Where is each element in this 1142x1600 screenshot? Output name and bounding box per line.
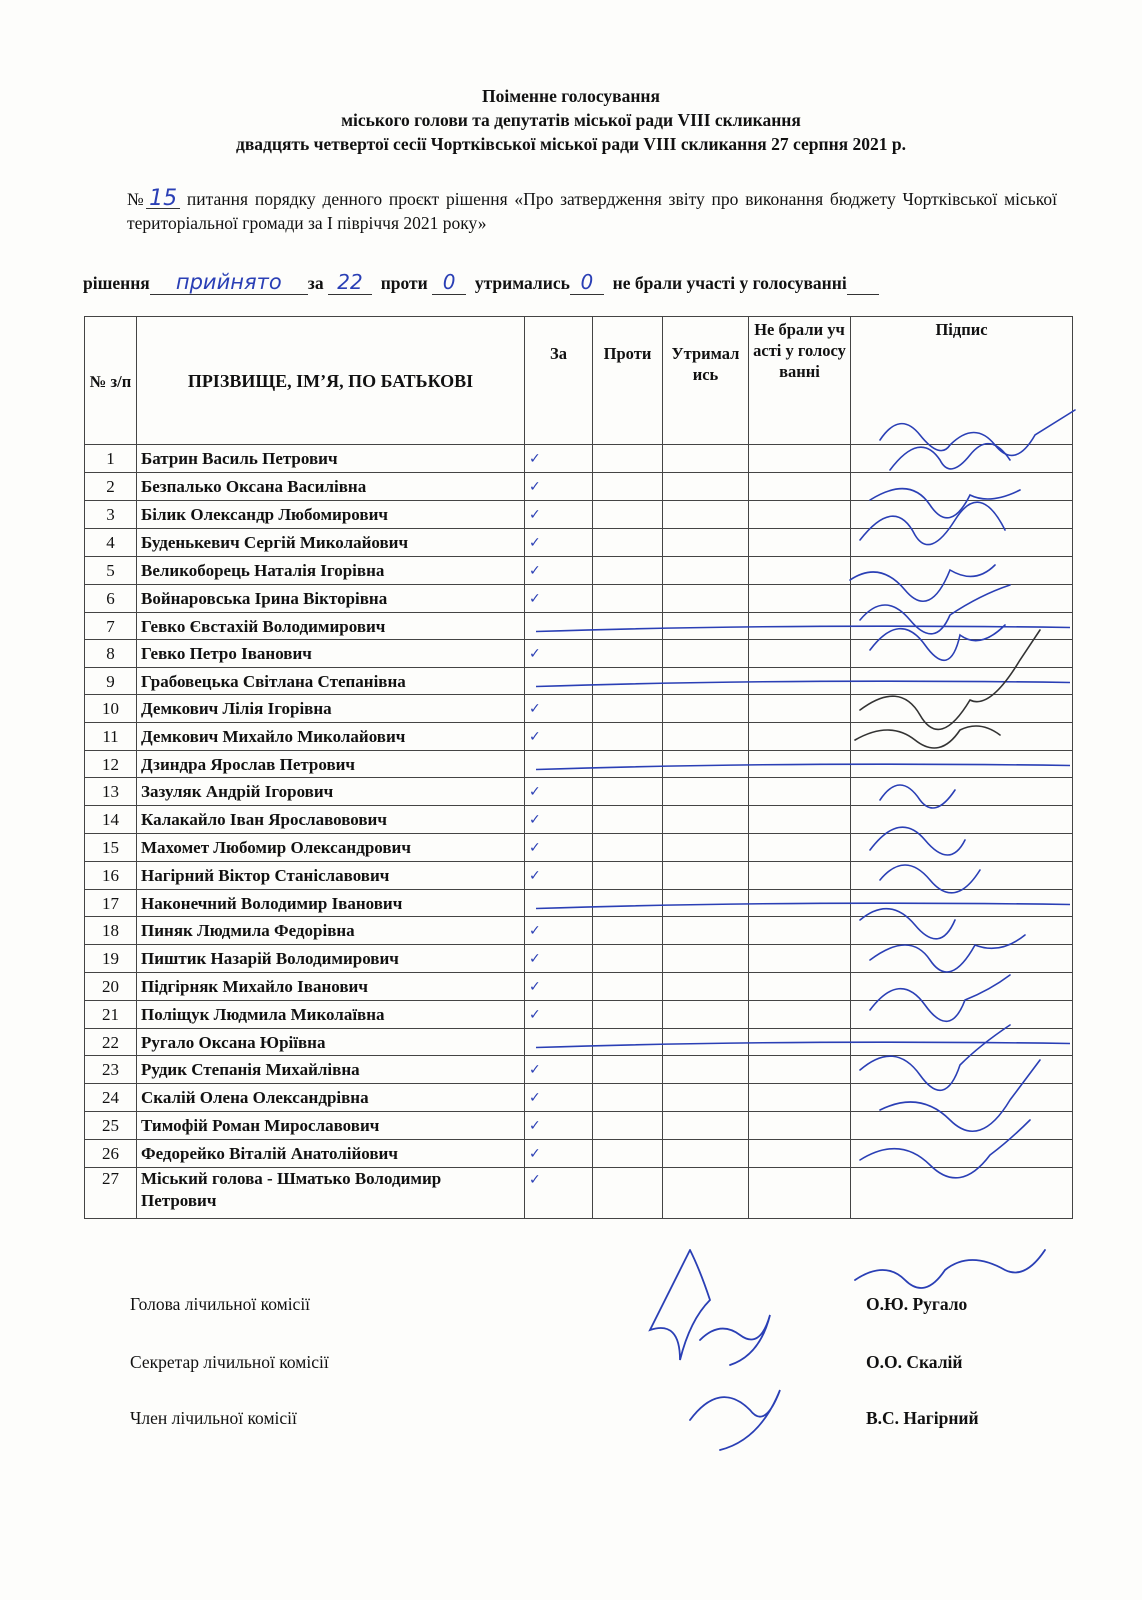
row-number: 7 — [85, 613, 137, 640]
vote-check-mark: ✓ — [529, 535, 541, 551]
signature-mark — [850, 565, 995, 601]
member-name: Махомет Любомир Олександрович — [137, 834, 525, 862]
vote-check-mark: ✓ — [529, 701, 541, 717]
vote-check-mark: ✓ — [529, 923, 541, 939]
signature-mark — [880, 865, 980, 893]
vote-check-mark: ✓ — [529, 840, 541, 856]
abstain-label: утримались — [474, 273, 570, 293]
absent-strike-line — [536, 626, 1070, 631]
row-number: 5 — [85, 557, 137, 585]
row-number: 23 — [85, 1056, 137, 1084]
member-name: Скалій Олена Олександрівна — [137, 1084, 525, 1112]
vote-check-mark: ✓ — [529, 729, 541, 745]
absent-strike-line — [536, 764, 1070, 769]
header-absent: Не брали участі у голосуванні — [749, 317, 851, 445]
absent-strike-line — [536, 1042, 1070, 1047]
row-number: 20 — [85, 973, 137, 1001]
vote-check-mark: ✓ — [529, 1146, 541, 1162]
vote-check-mark: ✓ — [529, 951, 541, 967]
row-number: 8 — [85, 640, 137, 668]
member-name: Поліщук Людмила Миколаївна — [137, 1001, 525, 1029]
signature-mark — [870, 975, 1010, 1021]
signature-mark — [860, 1025, 1010, 1090]
signature-mark — [860, 909, 955, 939]
decision-label: рішення — [83, 273, 150, 293]
commission-role-secretary: Секретар лічильної комісії — [130, 1352, 329, 1372]
issue-prefix: № — [127, 189, 147, 209]
vote-check-mark: ✓ — [529, 1007, 541, 1023]
header-abstain: Утримались — [663, 317, 749, 445]
signature-mark — [870, 489, 1020, 518]
signature-mark — [870, 625, 1005, 660]
member-name: Гевко Петро Іванович — [137, 640, 525, 668]
member-name: Грабовецька Світлана Степанівна — [137, 668, 525, 695]
signature-mark — [690, 1390, 780, 1450]
signature-mark — [700, 1315, 770, 1365]
row-number: 11 — [85, 723, 137, 751]
commission-name-chair: О.Ю. Ругало — [866, 1294, 968, 1314]
commission-signatures — [650, 1250, 1045, 1450]
vote-check-mark: ✓ — [529, 784, 541, 800]
vote-check-mark: ✓ — [529, 868, 541, 884]
row-number: 16 — [85, 862, 137, 890]
member-name: Пиняк Людмила Федорівна — [137, 917, 525, 945]
absent-label: не брали участі у голосуванні — [612, 273, 847, 293]
vote-check-mark: ✓ — [529, 451, 541, 467]
signature-mark — [860, 630, 1040, 729]
member-name: Безпалько Оксана Василівна — [137, 473, 525, 501]
member-name: Калакайло Іван Ярославовович — [137, 806, 525, 834]
row-number: 9 — [85, 668, 137, 695]
absent-strike-line — [536, 681, 1070, 686]
commission-name-member: В.С. Нагірний — [866, 1408, 979, 1428]
abstain-value: 0 — [570, 270, 604, 295]
absent-strike-line — [536, 903, 1070, 908]
vote-check-mark: ✓ — [529, 563, 541, 579]
member-signatures — [850, 410, 1075, 1178]
absent-strike-lines — [536, 626, 1070, 1047]
against-label: проти — [380, 273, 428, 293]
vote-check-mark: ✓ — [529, 979, 541, 995]
member-name: Буденькевич Сергій Миколайович — [137, 529, 525, 557]
row-number: 6 — [85, 585, 137, 613]
member-name: Федорейко Віталій Анатолійович — [137, 1140, 525, 1168]
member-name: Пиштик Назарій Володимирович — [137, 945, 525, 973]
row-number: 25 — [85, 1112, 137, 1140]
signature-mark — [870, 935, 1025, 972]
commission-name-secretary: О.О. Скалій — [866, 1352, 963, 1372]
for-label: за — [307, 273, 324, 293]
member-name: Гевко Євстахій Володимирович — [137, 613, 525, 640]
member-name: Великоборець Наталія Ігорівна — [137, 557, 525, 585]
row-number: 14 — [85, 806, 137, 834]
commission-role-chair: Голова лічильної комісії — [130, 1294, 311, 1314]
member-name: Демкович Лілія Ігорівна — [137, 695, 525, 723]
header-name: ПРІЗВИЩЕ, ІМ’Я, ПО БАТЬКОВІ — [137, 317, 525, 445]
signature-mark — [880, 785, 955, 808]
row-number: 1 — [85, 445, 137, 473]
row-number: 12 — [85, 751, 137, 778]
member-name: Демкович Михайло Миколайович — [137, 723, 525, 751]
row-number: 22 — [85, 1029, 137, 1056]
doc-subtitle: міського голови та депутатів міської ради VIII скликання — [341, 110, 801, 130]
member-name: Батрин Василь Петрович — [137, 445, 525, 473]
decision-value: прийнято — [150, 270, 308, 295]
signature-mark — [890, 444, 1010, 470]
row-number: 27 — [85, 1168, 137, 1219]
doc-title: Поіменне голосування — [482, 86, 660, 106]
member-name: Зазуляк Андрій Ігорович — [137, 778, 525, 806]
row-number: 3 — [85, 501, 137, 529]
vote-check-mark: ✓ — [529, 646, 541, 662]
row-number: 4 — [85, 529, 137, 557]
member-name: Наконечний Володимир Іванович — [137, 890, 525, 917]
against-value: 0 — [432, 270, 466, 295]
row-number: 2 — [85, 473, 137, 501]
row-number: 15 — [85, 834, 137, 862]
vote-check-mark: ✓ — [529, 812, 541, 828]
vote-check-mark: ✓ — [529, 1172, 541, 1188]
row-number: 17 — [85, 890, 137, 917]
signature-mark — [870, 827, 965, 855]
issue-number: 15 — [146, 190, 180, 209]
row-number: 21 — [85, 1001, 137, 1029]
vote-check-mark: ✓ — [529, 1062, 541, 1078]
member-name: Білик Олександр Любомирович — [137, 501, 525, 529]
vote-check-mark: ✓ — [529, 479, 541, 495]
member-name: Міський голова - Шматько Володимир Петрович — [137, 1168, 525, 1219]
header-for: За — [525, 317, 593, 445]
row-number: 26 — [85, 1140, 137, 1168]
row-number: 24 — [85, 1084, 137, 1112]
member-name: Рудик Степанія Михайлівна — [137, 1056, 525, 1084]
vote-check-mark: ✓ — [529, 1118, 541, 1134]
header-signature: Підпис — [851, 317, 1073, 445]
member-name: Підгірняк Михайло Іванович — [137, 973, 525, 1001]
vote-check-mark: ✓ — [529, 1090, 541, 1106]
member-name: Тимофій Роман Мирославович — [137, 1112, 525, 1140]
header-num: № з/п — [85, 317, 137, 445]
member-name: Нагірний Віктор Станіславович — [137, 862, 525, 890]
row-number: 19 — [85, 945, 137, 973]
header-against: Проти — [593, 317, 663, 445]
session-line: двадцять четвертої сесії Чортківської міської ради VIII скликання 27 серпня 2021 р. — [235, 134, 907, 154]
member-name: Дзиндра Ярослав Петрович — [137, 751, 525, 778]
vote-check-mark: ✓ — [529, 591, 541, 607]
row-number: 13 — [85, 778, 137, 806]
member-name: Ругало Оксана Юріївна — [137, 1029, 525, 1056]
signature-mark — [650, 1250, 710, 1360]
signature-mark — [855, 726, 1000, 748]
for-value: 22 — [328, 270, 372, 295]
signature-mark — [860, 1120, 1030, 1178]
row-number: 10 — [85, 695, 137, 723]
row-number: 18 — [85, 917, 137, 945]
issue-text: питання порядку денного проєкт рішення «Про затвердження звіту про виконання бюджету Чортківської міської територіальної громади за І півріччя 2021 року» — [127, 189, 1057, 233]
signature-mark — [855, 1250, 1045, 1288]
signature-mark — [880, 410, 1075, 455]
member-name: Войнаровська Ірина Вікторівна — [137, 585, 525, 613]
signature-mark — [880, 1060, 1040, 1131]
vote-check-mark: ✓ — [529, 507, 541, 523]
commission-role-member: Член лічильної комісії — [130, 1408, 297, 1428]
